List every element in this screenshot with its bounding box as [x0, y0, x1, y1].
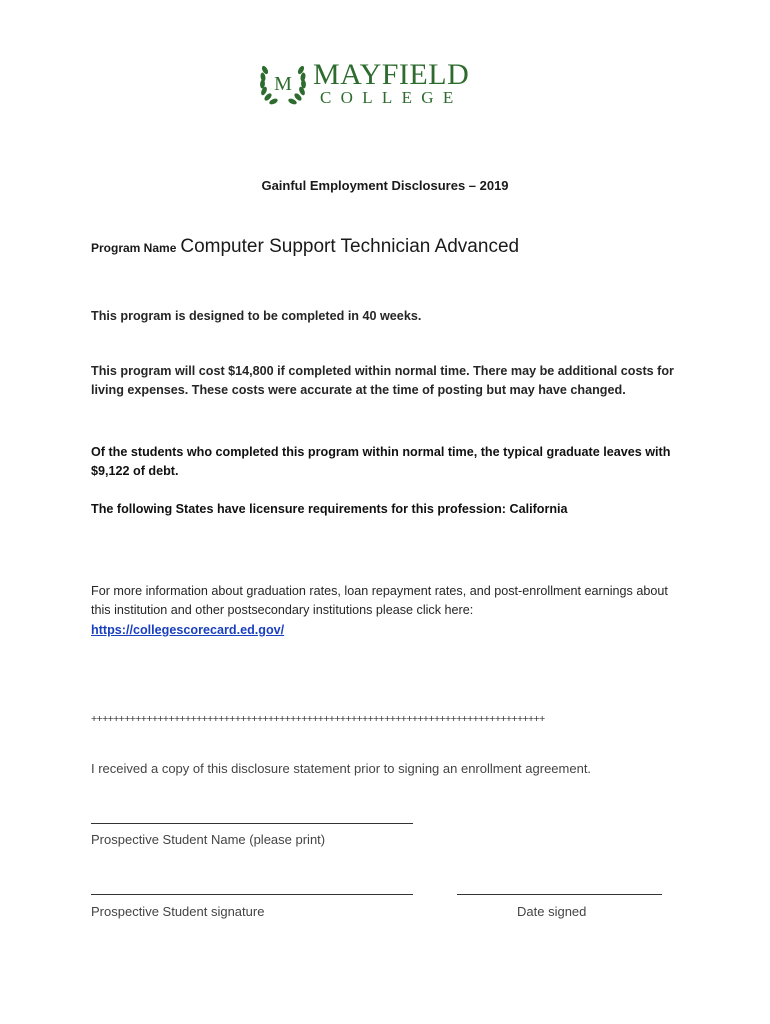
licensure-requirements-text: The following States have licensure requirements for this profession: California [91, 502, 568, 516]
receipt-acknowledgement-text: I received a copy of this disclosure statement prior to signing an enrollment agreement. [91, 761, 592, 776]
student-signature-label: Prospective Student signature [91, 904, 265, 919]
program-name-value: Computer Support Technician Advanced [180, 236, 520, 257]
plus-separator-line: ++++++++++++++++++++++++++++++++++++++++++++++++++++++++++++++++++++++++++++++++++ [91, 713, 545, 725]
mayfield-college-logo [258, 58, 488, 108]
date-signed-line[interactable] [457, 894, 662, 895]
graduate-debt-text: Of the students who completed this program within normal time, the typical graduate leaves with $9,122 of debt. [91, 445, 671, 479]
logo-subtitle: COLLEGE [320, 88, 463, 107]
laurel-wreath-emblem-icon [258, 58, 308, 108]
logo-name: MAYFIELD [313, 58, 470, 91]
college-scorecard-link[interactable]: https://collegescorecard.ed.gov/ [91, 622, 285, 637]
emblem-letter: M [274, 73, 292, 95]
date-signed-label: Date signed [517, 904, 587, 919]
student-name-label: Prospective Student Name (please print) [91, 832, 326, 847]
program-duration-text: This program is designed to be completed in 40 weeks. [91, 309, 422, 323]
student-name-line[interactable] [91, 823, 413, 824]
more-info-paragraph [91, 582, 681, 640]
more-info-text: For more information about graduation rates, loan repayment rates, and post-enrollment earnings about this institution and other postsecondary institutions please click here: [91, 584, 668, 618]
program-cost-text: This program will cost $14,800 if completed within normal time. There may be additional costs for living expenses. These costs were accurate at the time of posting but may have changed. [91, 364, 674, 398]
document-title: Gainful Employment Disclosures – 2019 [261, 178, 509, 193]
program-name-row [91, 236, 519, 258]
student-signature-line[interactable] [91, 894, 413, 895]
program-name-label: Program Name [91, 241, 177, 255]
